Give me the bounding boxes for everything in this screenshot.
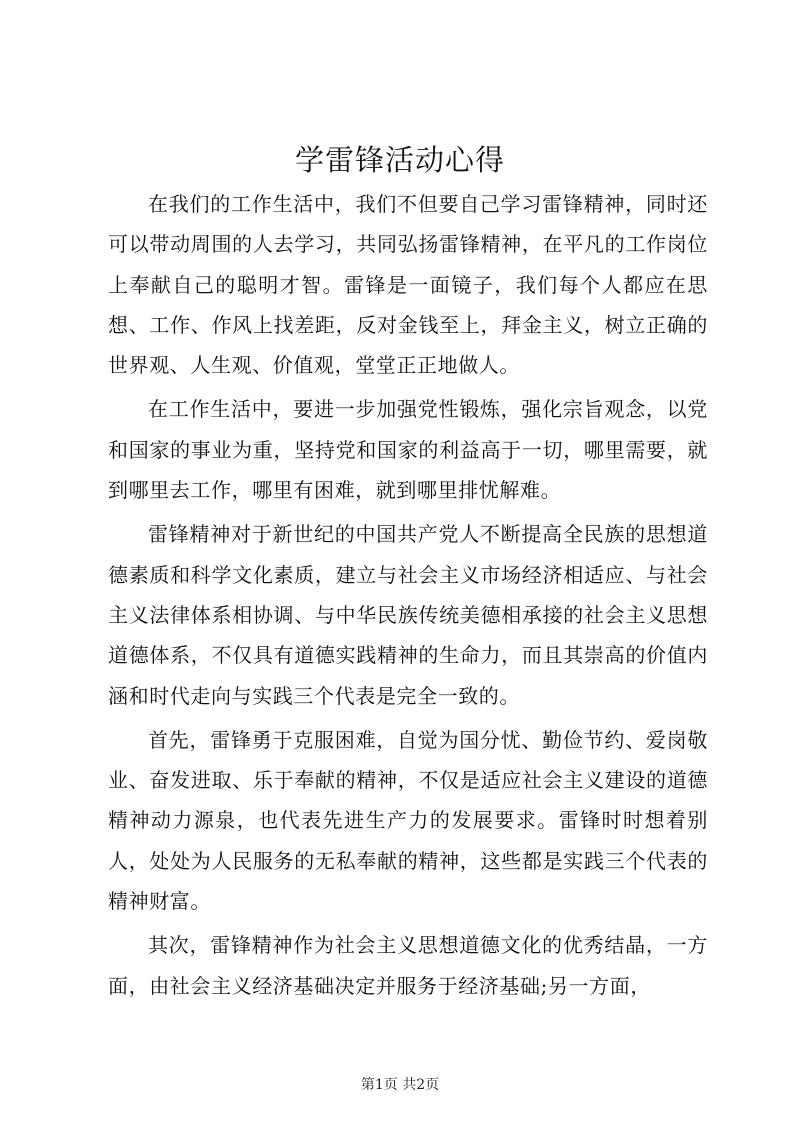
paragraph-3: 雷锋精神对于新世纪的中国共产党人不断提高全民族的思想道德素质和科学文化素质，建立与社会主义市场经济相适应、与社会主义法律体系相协调、与中华民族传统美德相承接的社会主义思想道德体系，不仅具有道德实践精神的生命力，而且其崇高的价值内涵和时代走向与实践三个代表是完全一致的。 bbox=[108, 522, 708, 708]
paragraph-2: 在工作生活中，要进一步加强党性锻炼，强化宗旨观念，以党和国家的事业为重，坚持党和国家的利益高于一切，哪里需要，就到哪里去工作，哪里有困难，就到哪里排忧解难。 bbox=[108, 397, 708, 503]
paragraph-1: 在我们的工作生活中，我们不但要自己学习雷锋精神，同时还可以带动周围的人去学习，共同弘扬雷锋精神，在平凡的工作岗位上奉献自己的聪明才智。雷锋是一面镜子，我们每个人都应在思想、工作、作风上找差距，反对金钱至上，拜金主义，树立正确的世界观、人生观、价值观，堂堂正正地做人。 bbox=[108, 192, 708, 378]
paragraph-5: 其次，雷锋精神作为社会主义思想道德文化的优秀结晶，一方面，由社会主义经济基础决定并服务于经济基础;另一方面， bbox=[108, 933, 708, 998]
document-body bbox=[108, 184, 708, 1006]
document-title: 学雷锋活动心得 bbox=[294, 143, 505, 177]
paragraph-4: 首先，雷锋勇于克服困难，自觉为国分忧、勤俭节约、爱岗敬业、奋发进取、乐于奉献的精神，不仅是适应社会主义建设的道德精神动力源泉，也代表先进生产力的发展要求。雷锋时时想着别人，处处为人民服务的无私奉献的精神，这些都是实践三个代表的精神财富。 bbox=[108, 727, 708, 914]
page-number-footer: 第1页 共2页 bbox=[360, 1077, 440, 1093]
